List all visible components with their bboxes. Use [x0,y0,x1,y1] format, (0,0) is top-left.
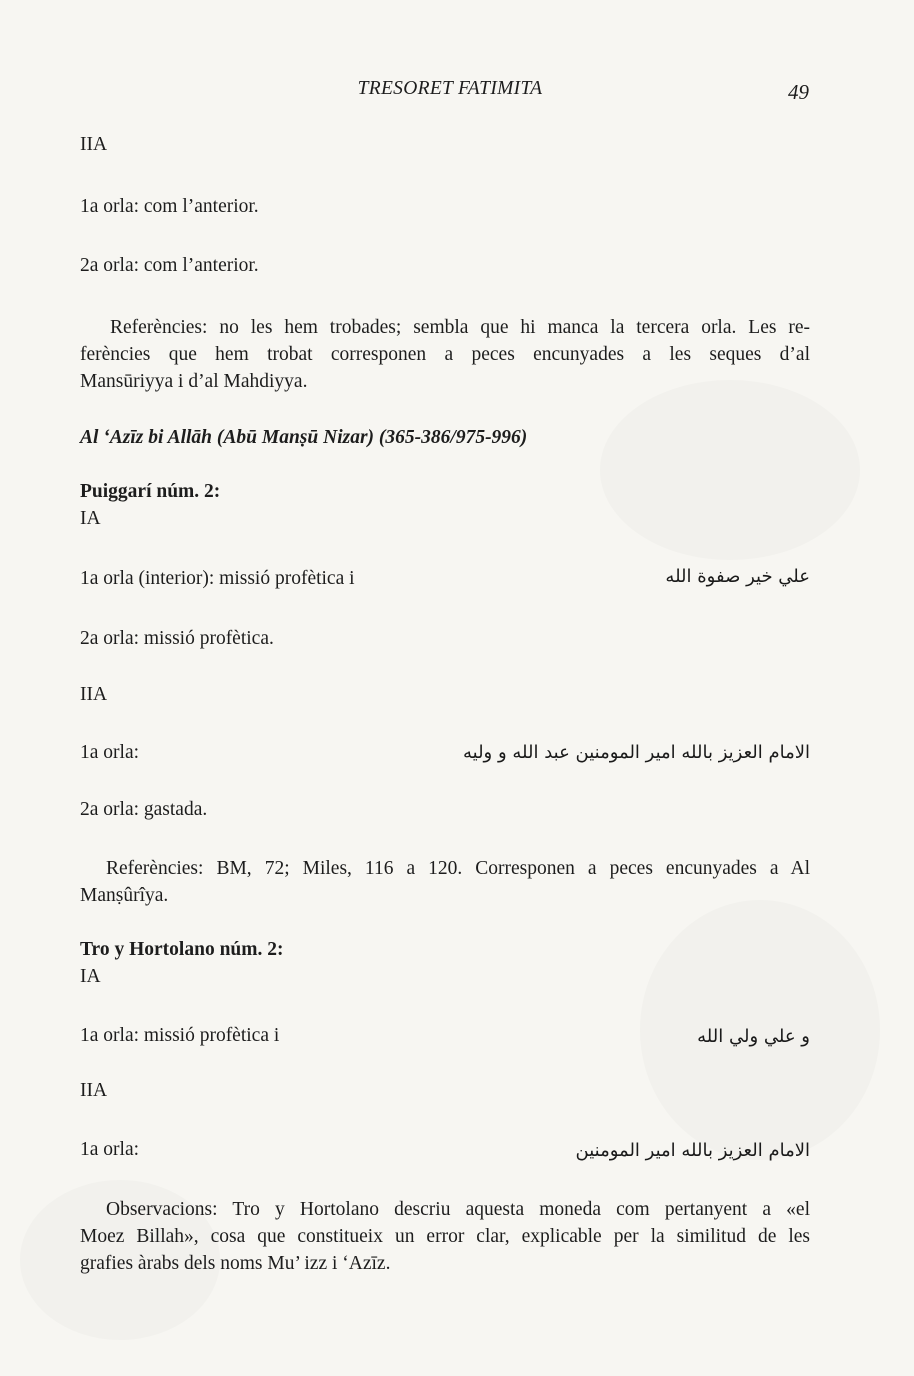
paragraph-line: Referències: no les hem trobades; sembla que hi manca la tercera orla. Les re- [110,317,810,338]
paper-texture [600,380,860,560]
arabic-inscription: علي خير صفوة الله [665,566,810,587]
running-header: TRESORET FATIMITA [357,78,543,99]
paragraph-line: Moez Billah», cosa que constitueix un error clar, explicable per la similitud de les [80,1226,810,1247]
section-ia: IA [80,508,101,529]
page-number: 49 [788,80,809,104]
orla-line: 2a orla: missió profètica. [80,628,274,649]
paragraph-line: grafies àrabs dels noms Mu’ izz i ‘Azīz. [80,1253,391,1274]
catalogue-title: Puiggarí núm. 2: [80,481,221,502]
orla-line: 1a orla: [80,1139,140,1160]
orla-line: 1a orla: com l’anterior. [80,196,259,217]
arabic-inscription: و علي ولي الله [697,1026,810,1047]
observations-paragraph [80,1196,810,1277]
orla-line: 1a orla: [80,742,140,763]
references-paragraph [80,314,810,395]
catalogue-title: Tro y Hortolano núm. 2: [80,939,284,960]
orla-line: 2a orla: com l’anterior. [80,255,259,276]
paragraph-line: Manṣûrîya. [80,885,169,906]
paragraph-line: Referències: BM, 72; Miles, 116 a 120. Corresponen a peces encunyades a Al [106,858,810,879]
section-ia: IA [80,966,101,987]
ruler-heading: Al ‘Azīz bi Allāh (Abū Manṣū Nizar) (365-386/975-996) [80,427,528,448]
section-iia: IIA [80,684,108,705]
orla-line: 2a orla: gastada. [80,799,208,820]
arabic-inscription: الامام العزيز بالله امير المومنين عبد الله و وليه [462,742,810,763]
paragraph-line: ferències que hem trobat corresponen a peces encunyades a les seques d’al [80,344,810,365]
paragraph-line: Observacions: Tro y Hortolano descriu aquesta moneda com pertanyent a «el [106,1199,810,1220]
references-paragraph [80,855,810,909]
orla-line: 1a orla: missió profètica i [80,1025,280,1046]
orla-line: 1a orla (interior): missió profètica i [80,568,355,589]
arabic-inscription: الامام العزيز بالله امير المومنين [575,1140,810,1161]
section-iia: IIA [80,134,108,155]
paragraph-line: Mansūriyya i d’al Mahdiyya. [80,371,308,392]
section-iia: IIA [80,1080,108,1101]
